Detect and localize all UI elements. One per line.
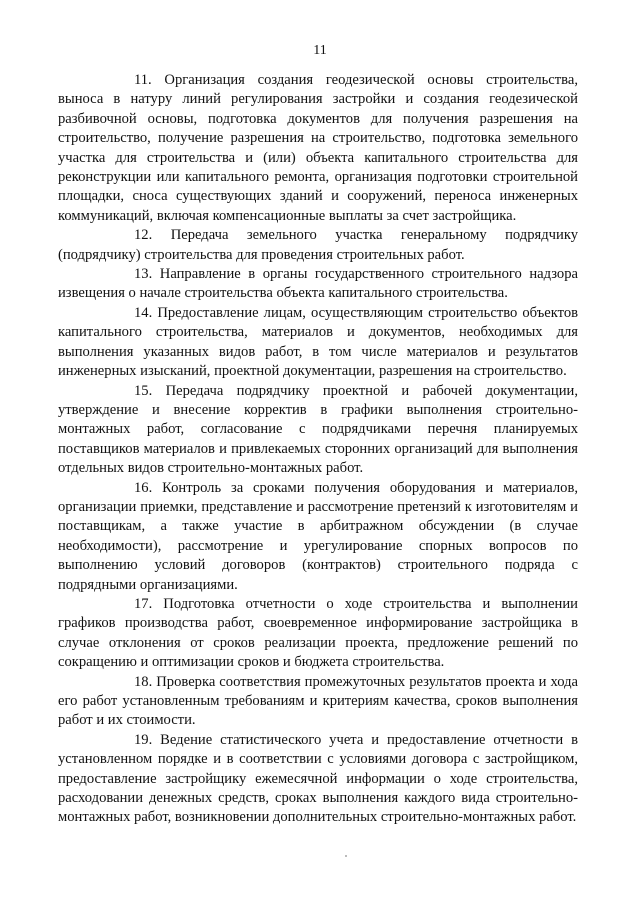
paragraph-item — [58, 226, 578, 265]
paragraph-item — [58, 304, 578, 382]
paragraph-number: 13. — [134, 266, 153, 283]
paragraph-text: Ведение статистического учета и предоставление отчетности в установленном порядке и в соответствии с условиями договора с застройщиком, предоставление застройщику ежемесячной информации о ходе строительства, расходовании денежных средств, сроках выполнения каждого вида строительно-монтажных работ, возникновении дополнительных строительно-монтажных работ. — [58, 731, 578, 826]
paragraph-number: 14. — [134, 304, 153, 321]
paragraph-item — [58, 265, 578, 304]
paragraph-number: 19. — [134, 731, 153, 748]
document-body — [58, 71, 578, 828]
paragraph-text: Передача земельного участка генеральному подрядчику (подрядчику) строительства для проведения строительных работ. — [58, 227, 578, 263]
paragraph-text: Подготовка отчетности о ходе строительства и выполнении графиков производства работ, своевременное информирование застройщика в случае отклонения от сроков реализации проекта, предложение решений по сокращению и оптимизации сроков и бюджета строительства. — [58, 595, 578, 671]
scan-speck — [345, 855, 347, 857]
paragraph-item — [58, 595, 578, 673]
paragraph-item — [58, 731, 578, 828]
paragraph-number: 15. — [134, 382, 153, 399]
paragraph-text: Организация создания геодезической основы строительства, выноса в натуру линий регулирования застройки и создания геодезической разбивочной основы, подготовка документов для получения разрешения на строительство, получение разрешения на строительство, подготовка земельного участка для строительства и (или) объекта капитального строительства для реконструкции или капитального ремонта, организация подготовки строительной площадки, сноса существующих зданий и сооружений, переноса инженерных коммуникаций, включая компенсационные выплаты за счет застройщика. — [58, 72, 578, 224]
paragraph-number: 11. — [134, 72, 152, 88]
paragraph-text: Предоставление лицам, осуществляющим строительство объектов капитального строительства, материалов и документов, необходимых для выполнения указанных видов работ, в том числе материалов и результатов инженерных изысканий, проектной документации, разрешения на строительство. — [58, 304, 579, 380]
paragraph-number: 12. — [134, 227, 153, 244]
paragraph-text: Передача подрядчику проектной и рабочей документации, утверждение и внесение корректив в графики выполнения строительно-монтажных работ, согласование с подрядчиками перечня планируемых поставщиков материалов и привлекаемых сторонних организаций для выполнения отдельных видов строительно-монтажных работ. — [58, 382, 578, 477]
paragraph-text: Проверка соответствия промежуточных результатов проекта и хода его работ установленным требованиям и критериям качества, сроков выполнения работ и их стоимости. — [58, 673, 578, 729]
paragraph-number: 18. — [134, 673, 153, 690]
paragraph-text: Направление в органы государственного строительного надзора извещения о начале строительства объекта капитального строительства. — [58, 266, 578, 302]
paragraph-number: 17. — [134, 595, 153, 612]
paragraph-item — [58, 382, 578, 479]
paragraph-text: Контроль за сроками получения оборудования и материалов, организации приемки, представление и рассмотрение претензий к изготовителям и поставщикам, а также участие в арбитражном обсуждении (в случае необходимости), рассмотрение и урегулирование спорных вопросов по выполнению условий договоров (контрактов) строительного подряда с подрядными организациями. — [58, 479, 578, 593]
paragraph-item — [58, 71, 578, 226]
paragraph-item — [58, 479, 578, 595]
page-number: 11 — [313, 43, 327, 58]
paragraph-item — [58, 673, 578, 731]
paragraph-number: 16. — [134, 479, 153, 496]
